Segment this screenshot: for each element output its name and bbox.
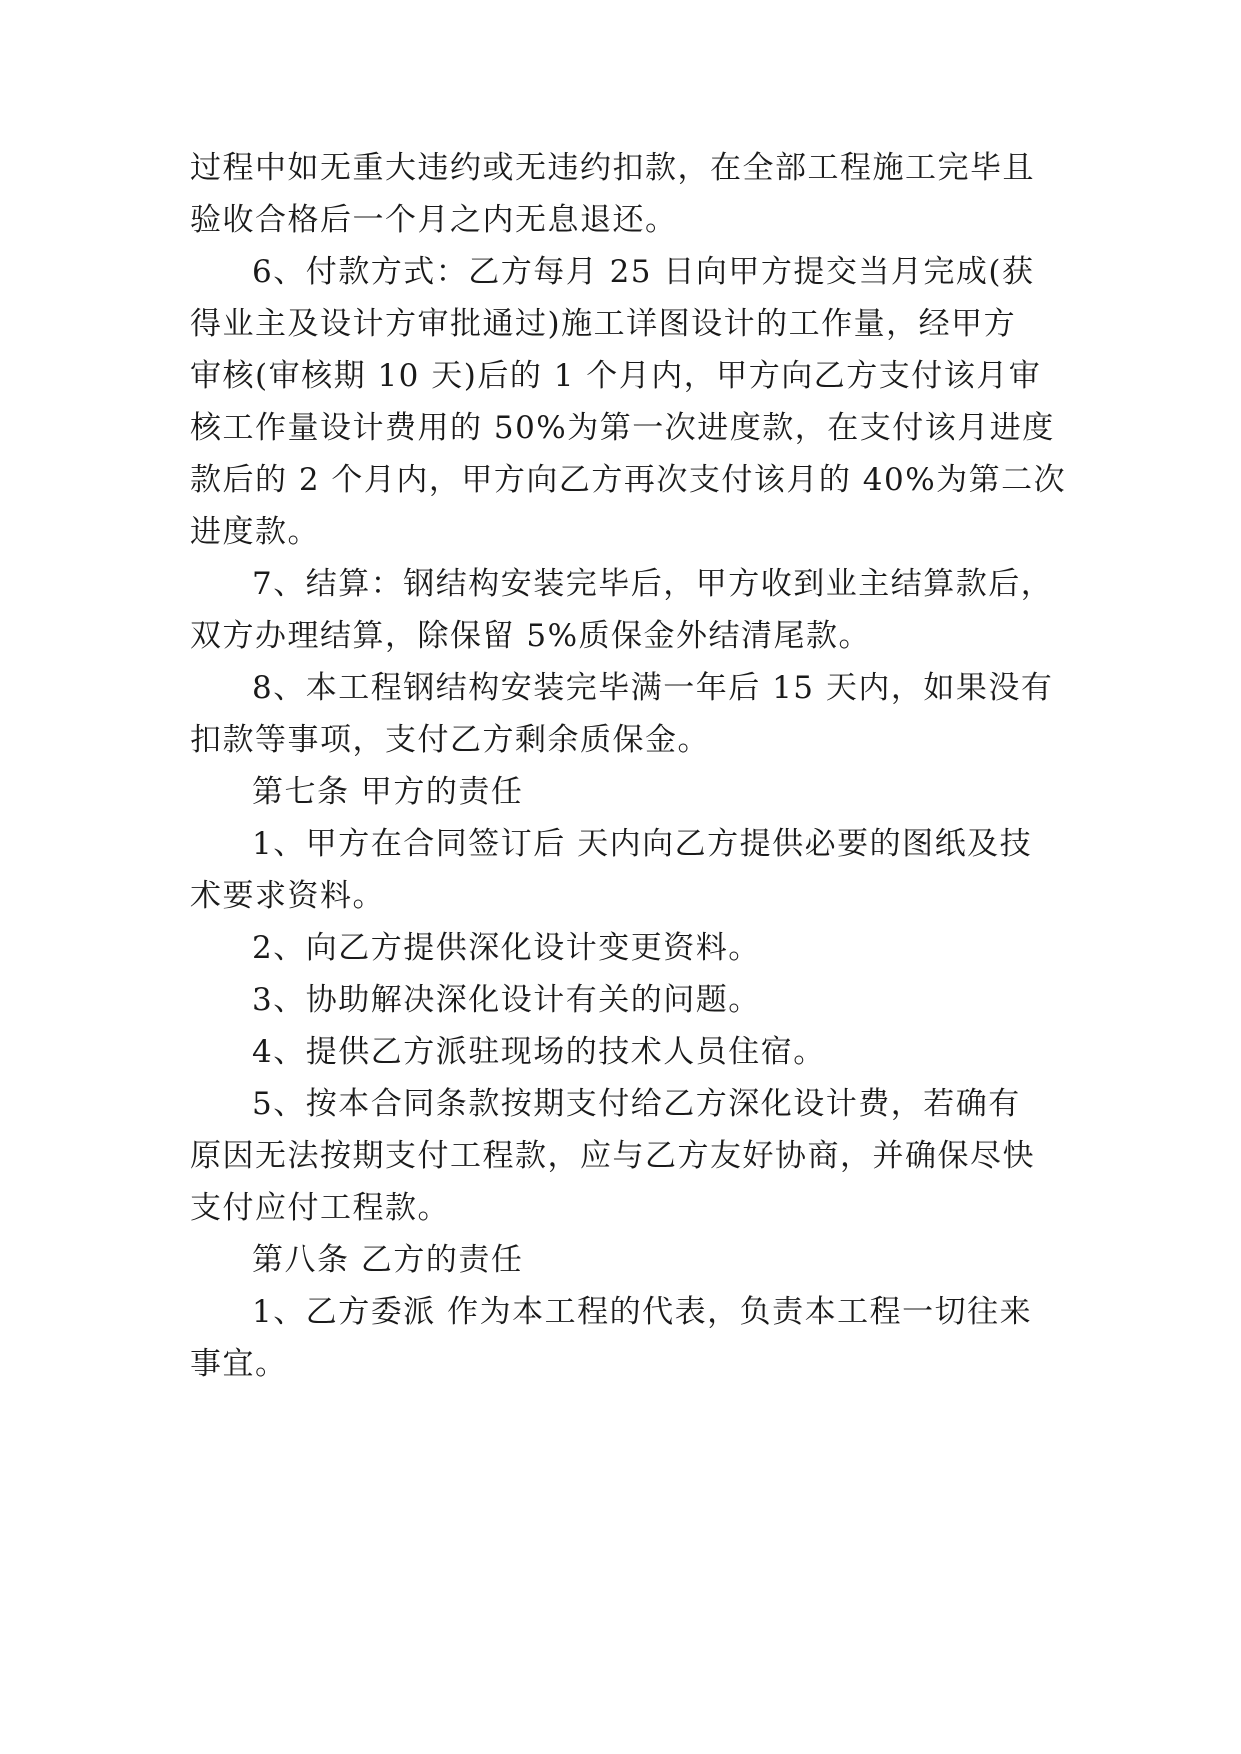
text-line: 1、乙方委派 作为本工程的代表，负责本工程一切往来 xyxy=(252,1294,1033,1330)
text-line: 原因无法按期支付工程款，应与乙方友好协商，并确保尽快 xyxy=(190,1138,1035,1174)
text-line: 2、向乙方提供深化设计变更资料。 xyxy=(252,930,761,966)
text-line: 验收合格后一个月之内无息退还。 xyxy=(190,202,678,238)
text-line: 审核(审核期 10 天)后的 1 个月内，甲方向乙方支付该月审 xyxy=(190,358,1042,394)
text-line: 得业主及设计方审批通过)施工详图设计的工作量，经甲方 xyxy=(190,306,1017,342)
text-line: 6、付款方式：乙方每月 25 日向甲方提交当月完成(获 xyxy=(252,254,1035,290)
text-line: 过程中如无重大违约或无违约扣款，在全部工程施工完毕且 xyxy=(190,150,1035,186)
text-line: 核工作量设计费用的 50%为第一次进度款，在支付该月进度 xyxy=(190,410,1055,446)
text-line: 款后的 2 个月内，甲方向乙方再次支付该月的 40%为第二次 xyxy=(190,462,1067,498)
section-heading: 第八条 乙方的责任 xyxy=(252,1242,524,1278)
text-line: 5、按本合同条款按期支付给乙方深化设计费，若确有 xyxy=(252,1086,1021,1122)
text-line: 7、结算：钢结构安装完毕后，甲方收到业主结算款后， xyxy=(252,566,1054,602)
text-line: 扣款等事项，支付乙方剩余质保金。 xyxy=(190,722,710,758)
text-line: 术要求资料。 xyxy=(190,878,385,914)
section-heading: 第七条 甲方的责任 xyxy=(252,774,524,810)
text-line: 进度款。 xyxy=(190,514,320,550)
text-line: 8、本工程钢结构安装完毕满一年后 15 天内，如果没有 xyxy=(252,670,1054,706)
text-line: 事宜。 xyxy=(190,1346,288,1382)
text-line: 3、协助解决深化设计有关的问题。 xyxy=(252,982,761,1018)
text-line: 支付应付工程款。 xyxy=(190,1190,450,1226)
text-line: 4、提供乙方派驻现场的技术人员住宿。 xyxy=(252,1034,826,1070)
text-line: 1、甲方在合同签订后 天内向乙方提供必要的图纸及技 xyxy=(252,826,1033,862)
text-line: 双方办理结算，除保留 5%质保金外结清尾款。 xyxy=(190,618,872,654)
